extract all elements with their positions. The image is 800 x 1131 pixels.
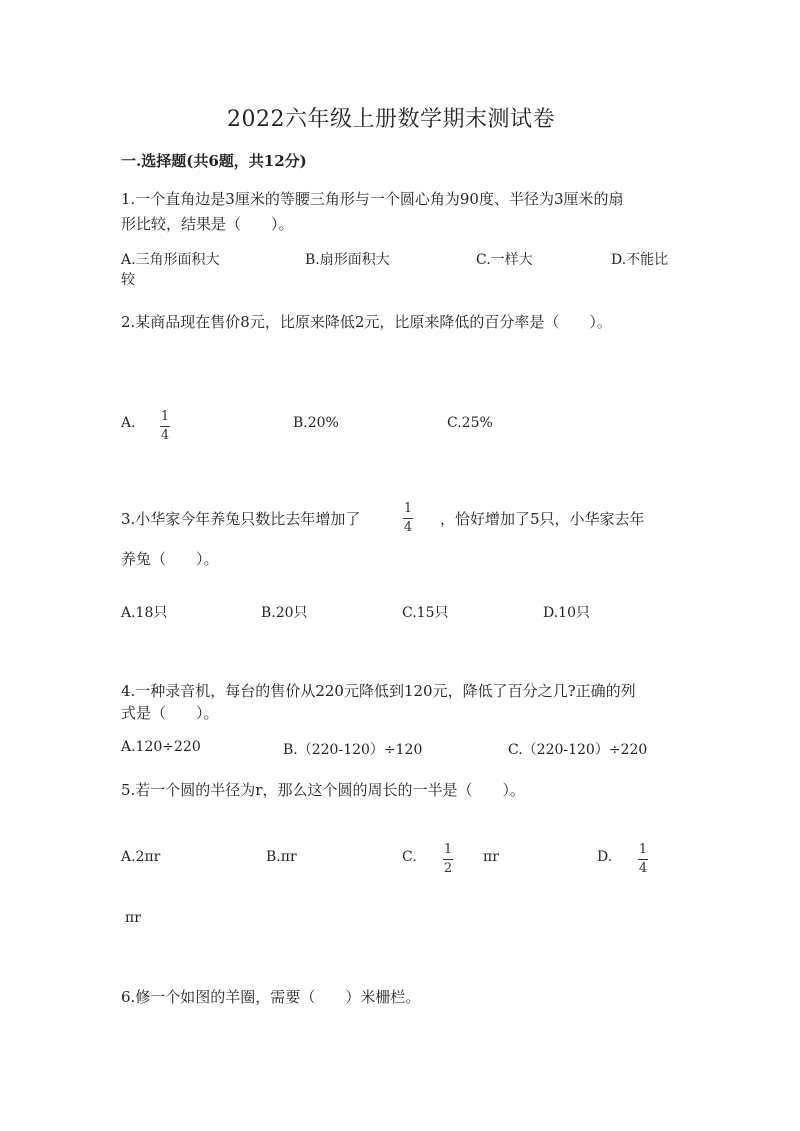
- question-3-option-b: B.20只: [261, 605, 308, 621]
- question-5-option-a: A.2πr: [121, 849, 161, 865]
- fraction-bar: [403, 518, 413, 519]
- question-3-text-suffix: ，恰好增加了5只，小华家去年: [440, 510, 645, 528]
- fraction-bar: [443, 859, 453, 860]
- fraction-numerator: 1: [403, 501, 413, 516]
- fraction-numerator: 1: [443, 842, 453, 857]
- fraction-bar: [638, 859, 648, 860]
- question-2-text: 2.某商品现在售价8元，比原来降低2元，比原来降低的百分率是（ ）。: [121, 313, 612, 331]
- question-1-option-d-wrap: 较: [121, 272, 135, 288]
- question-1-option-c: C.一样大: [476, 252, 533, 268]
- question-1-option-a: A.三角形面积大: [121, 252, 220, 268]
- question-5-option-d-wrap: πr: [125, 910, 141, 926]
- fraction-denominator: 4: [403, 520, 413, 535]
- question-5-option-b: B.πr: [266, 849, 297, 865]
- question-1-line-2: 形比较，结果是（ ）。: [121, 215, 294, 233]
- fraction-denominator: 2: [443, 861, 453, 876]
- question-5-option-c-fraction: [443, 843, 453, 876]
- page-title: 2022六年级上册数学期末测试卷: [227, 107, 555, 132]
- question-2-option-c: C.25%: [447, 415, 493, 431]
- question-3-option-a: A.18只: [121, 605, 168, 621]
- question-4-option-c: C.（220-120）÷220: [508, 742, 648, 758]
- fraction-denominator: 4: [160, 428, 170, 443]
- question-3-option-c: C.15只: [402, 605, 449, 621]
- question-5-text: 5.若一个圆的半径为r，那么这个圆的周长的一半是（ ）。: [121, 781, 525, 799]
- question-4-option-a: A.120÷220: [121, 739, 201, 755]
- question-5-option-c-tail: πr: [483, 849, 499, 865]
- fraction-bar: [160, 426, 170, 427]
- question-2-option-a-fraction: [160, 410, 170, 443]
- question-5-option-d: D.: [597, 849, 613, 865]
- question-4-line-2: 式是（ ）。: [121, 704, 219, 722]
- fraction-numerator: 1: [160, 409, 170, 424]
- question-4-option-b: B.（220-120）÷120: [283, 742, 423, 758]
- question-2-option-a: A.: [121, 415, 136, 431]
- question-1-line-1: 1.一个直角边是3厘米的等腰三角形与一个圆心角为90度、半径为3厘米的扇: [121, 190, 624, 208]
- question-3-text-prefix: 3.小华家今年养兔只数比去年增加了: [121, 510, 361, 528]
- fraction-denominator: 4: [638, 861, 648, 876]
- question-1-option-d: D.不能比: [611, 252, 669, 268]
- fraction-numerator: 1: [638, 842, 648, 857]
- question-3-fraction: [403, 502, 413, 535]
- question-5-option-d-fraction: [638, 843, 648, 876]
- question-3-line-2: 养兔（ ）。: [121, 550, 219, 568]
- question-6-text: 6.修一个如图的羊圈，需要（ ）米栅栏。: [121, 988, 421, 1006]
- question-4-line-1: 4.一种录音机，每台的售价从220元降低到120元，降低了百分之几?正确的列: [121, 682, 636, 700]
- question-1-option-b: B.扇形面积大: [305, 252, 390, 268]
- question-2-option-b: B.20%: [293, 415, 339, 431]
- question-3-option-d: D.10只: [543, 605, 590, 621]
- question-5-option-c: C.: [402, 849, 417, 865]
- section-heading: 一.选择题(共6题，共12分): [121, 152, 307, 170]
